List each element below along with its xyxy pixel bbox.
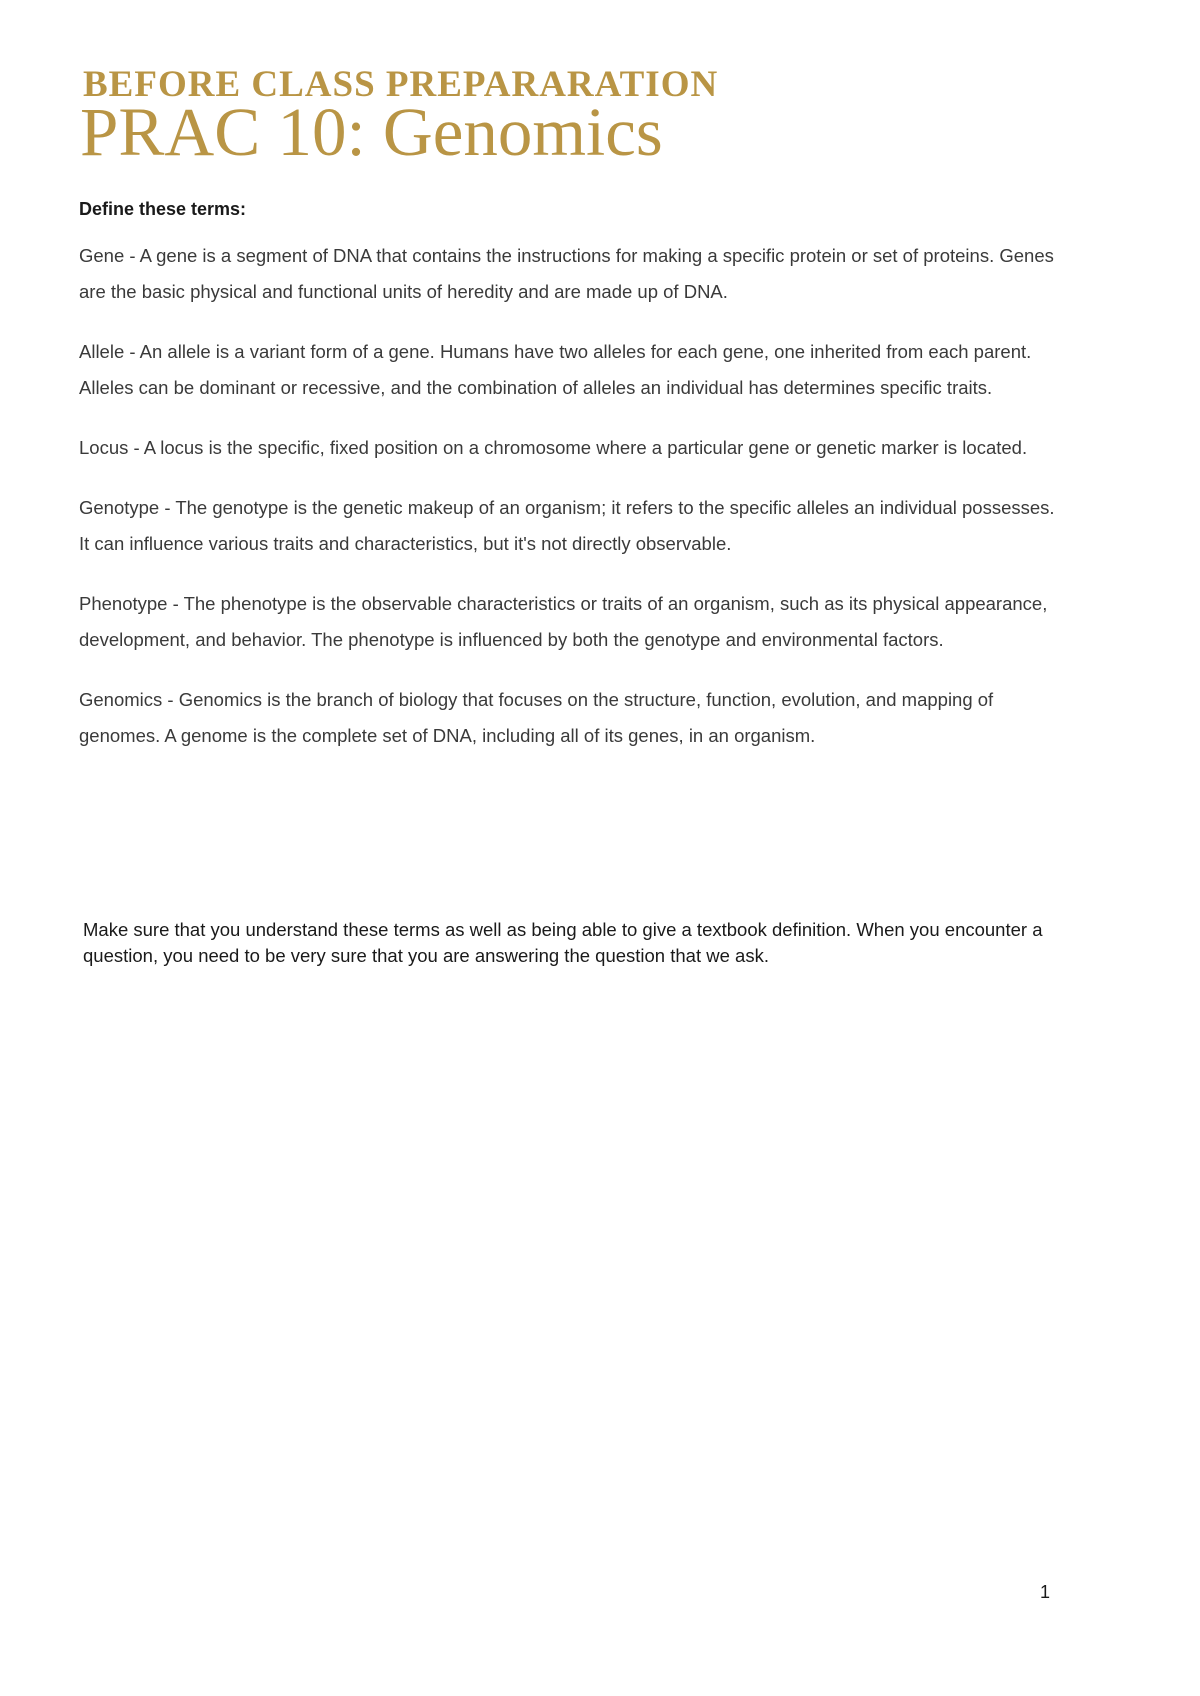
term-definitions [79, 238, 1069, 778]
page-number: 1 [1040, 1582, 1051, 1602]
term-genomics: Genomics - Genomics is the branch of biology that focuses on the structure, function, evolution, and mapping of genomes. A genome is the complete set of DNA, including all of its genes, in an organism. [79, 689, 994, 746]
study-note: Make sure that you understand these terms as well as being able to give a textbook definition. When you encounter a question, you need to be very sure that you are answering the question that we ask. [83, 919, 1043, 966]
section-kicker: BEFORE CLASS PREPARARATION [83, 64, 719, 105]
term-allele: Allele - An allele is a variant form of a gene. Humans have two alleles for each gene, one inherited from each parent. Alleles can be dominant or recessive, and the combination of alleles an individual has determines specific traits. [79, 341, 1032, 398]
instruction-heading: Define these terms: [79, 199, 247, 219]
term-phenotype: Phenotype - The phenotype is the observable characteristics or traits of an organism, such as its physical appearance, development, and behavior. The phenotype is influenced by both the genotype and environmental factors. [79, 593, 1048, 650]
term-gene: Gene - A gene is a segment of DNA that contains the instructions for making a specific protein or set of proteins. Genes are the basic physical and functional units of heredity and are made up of DNA. [79, 245, 1054, 302]
term-genotype: Genotype - The genotype is the genetic makeup of an organism; it refers to the specific alleles an individual possesses. It can influence various traits and characteristics, but it's not directly observable. [79, 497, 1055, 554]
term-locus: Locus - A locus is the specific, fixed position on a chromosome where a particular gene or genetic marker is located. [79, 437, 1028, 458]
page-title: PRAC 10: Genomics [80, 94, 663, 170]
